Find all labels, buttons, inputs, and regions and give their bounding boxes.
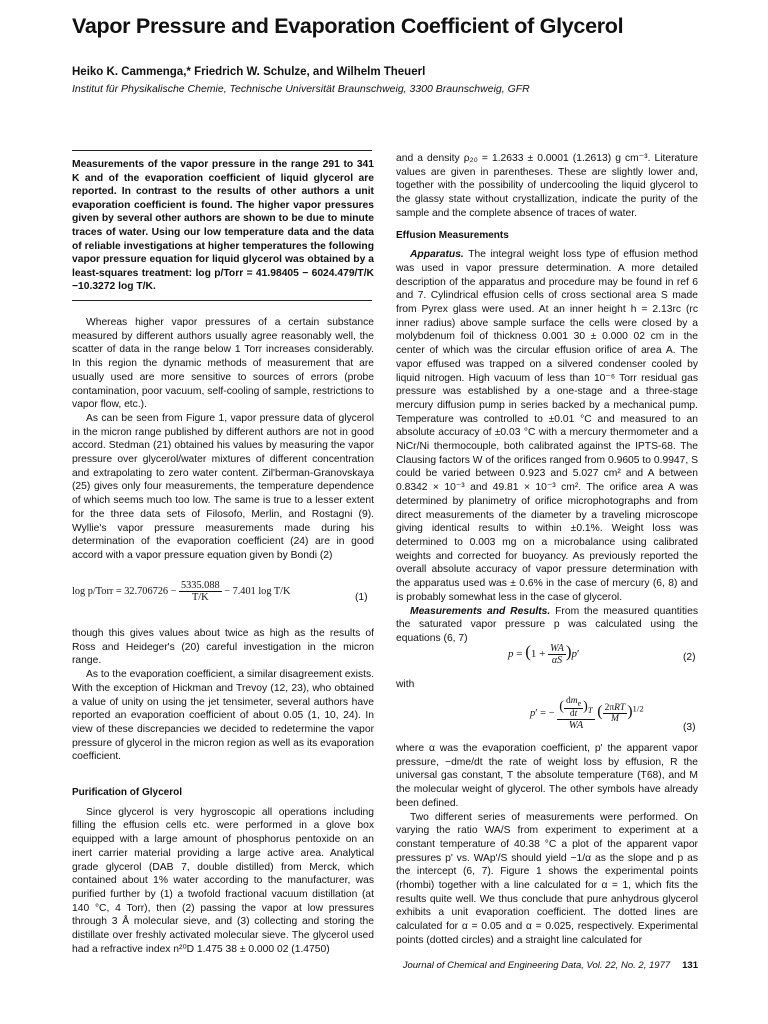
paragraph: Two different series of measurements were performed. On varying the ratio WA/S from experiment to experiment at a constant temperature of 40.38 °C a plot of the apparent vapor pressures p' vs. WAp'/S should yield −1/α as the slope and p as the intercept (6, 7). Figure 1 shows the experimental points (rhombi) together with a line calculated for α = 1, which fits the results quite well. We thus conclude that pure anhydrous glycerol exhibits a unit evaporation coefficient. The dotted lines are calculated for α = 0.05 and α = 0.025, respectively. Experimental points (dotted circles) and a straight line calculated for bbox=[396, 811, 698, 946]
equation-1-lhs: log p/Torr = 32.706726 − bbox=[72, 585, 177, 597]
paragraph: and a density ρ₂₀ = 1.2633 ± 0.0001 (1.2613) g cm⁻³. Literature values are given in parentheses. These are slightly lower and, together with the possibility of undercooling the liquid glycerol to the glassy state without crystallization, indicate the purity of the sample and the complete absence of traces of water. bbox=[396, 153, 698, 219]
abstract-top-rule bbox=[72, 150, 372, 151]
left-column-lower bbox=[72, 627, 374, 956]
equation-3: p′ = − ( $\frac{dm_e}{dt}$ )$_T$ WA ( $\frac{\text{2πRT}}{M}$ )$^{1/2}$ bbox=[530, 696, 644, 731]
equation-2-number: (2) bbox=[683, 652, 696, 663]
paragraph: where α was the evaporation coefficient, p' the apparent vapor pressure, −dme/dt the rate of weight loss by effusion, R the universal gas constant, T the absolute temperature (T68), and M the molecular weight of glycerol. The other symbols have already been defined. bbox=[396, 743, 698, 809]
equation-1-number: (1) bbox=[355, 592, 368, 603]
left-column-upper bbox=[72, 316, 374, 563]
author-list: Heiko K. Cammenga,* Friedrich W. Schulze, and Wilhelm Theuerl bbox=[72, 66, 426, 78]
equation-1 bbox=[72, 580, 332, 603]
equation-1-numerator: 5335.088 bbox=[181, 580, 220, 591]
equation-2: p = (1 + $\frac{WA}{\alpha S}$ )p′ bbox=[508, 642, 580, 666]
paragraph-text: From the measured quantities the saturated vapor pressure p was calculated using the equations (6, 7) bbox=[396, 605, 698, 644]
paragraph: As can be seen from Figure 1, vapor pressure data of glycerol in the micron range published by different authors are not in good accord. Stedman (21) obtained his values by measuring the vapor pressure over glycerol/water mixtures of different concentration and extrapolating to zero water content. Zil'berman-Granovskaya (25) gives only four measurements, the temperature dependence of which seems much too low. The same is true to a lesser extent for the three data sets of Filosofo, Merlin, and Rostagni (9). Wyllie's vapor pressure measurements made during his determination of the evaporation coefficient (24) are in good accord with a vapor pressure equation given by Bondi (2) bbox=[72, 412, 374, 561]
paragraph: though this gives values about twice as high as the results of Ross and Heideger's (20) careful investigation in the micron range. bbox=[72, 628, 374, 667]
paper-title: Vapor Pressure and Evaporation Coefficient of Glycerol bbox=[72, 14, 624, 38]
paragraph-text: The integral weight loss type of effusion method was used in vapor pressure determination. A more detailed description of the apparatus and procedure may be found in ref 6 and 7. Cylindrical effusion cells of cross sectional area S made from Pyrex glass were used. At an inner height h = 2.13rc (rc inner radius) above sample surface the cells were closed by a molybdenum foil of thickness 0.001 30 ± 0.000 02 cm in the center of which was the circular effusion orifice of area A. The vapor effused was trapped on a silvered condenser cooled by liquid nitrogen. High vacuum of less than 10⁻⁶ Torr residual gas pressure was established by a one-stage and a three-stage mercury diffusion pump in series backed by a mechanical pump. Temperature was controlled to ±0.01 °C and measured to an absolute accuracy of ±0.03 °C with a mercury thermometer and a NiCr/Ni thermocouple, both calibrated against the IPTS-68. The Clausing factors W of the orifices ranged from 0.9605 to 0.9947, S could be varied between 0.923 and 5.027 cm² and A between 0.8342 × 10⁻³ and 49.81 × 10⁻³ cm². The orifice area A was determined by planimetry of orifice microphotographs and from direct measurements of the diameter by a traveling microscope giving identical results to within ±0.1%. Weight loss was determined to 0.003 mg on a microbalance using calibrated weights and corrected for buoyancy. As previously reported the overall absolute accuracy of vapor pressure determination with the apparatus used was ± 0.6% in the case of mercury (6, 8) and is probably somewhat less in the case of glycerol. bbox=[396, 249, 698, 603]
with-label: with bbox=[396, 679, 415, 690]
right-column-lower bbox=[396, 742, 698, 948]
abstract-text: Measurements of the vapor pressure in the range 291 to 341 K and of the evaporation coefficient of liquid glycerol are reported. In contrast to the results of other authors a unit evaporation coefficient is found. The higher vapor pressures given by several other authors are shown to be due to minute traces of water. Using our low temperature data and the data of reliable investigations at higher temperatures the following vapor pressure equation for liquid glycerol was obtained by a least-squares treatment: log p/Torr = 41.98405 − 6024.479/T/K −10.3272 log T/K. bbox=[72, 159, 374, 293]
journal-footer bbox=[396, 960, 698, 971]
paragraph bbox=[396, 605, 698, 646]
abstract bbox=[72, 158, 374, 294]
paragraph: As to the evaporation coefficient, a similar disagreement exists. With the exception of Hickman and Trevoy (12, 23), who obtained a value of unity on using the jet tensimeter, several authors have reported an evaporation coefficient of about 0.05 (1, 10, 24). In view of these discrepancies we decided to redetermine the vapor pressure of glycerol in the micron region as well as its evaporation coefficient. bbox=[72, 669, 374, 763]
section-heading: Effusion Measurements bbox=[396, 229, 509, 241]
journal-citation: Journal of Chemical and Engineering Data, Vol. 22, No. 2, 1977 bbox=[402, 960, 671, 971]
paragraph: Whereas higher vapor pressures of a certain substance measured by different authors usually agree reasonably well, the scatter of data in the range below 1 Torr increases considerably. In this region the dynamic methods of measurement that are usually used are more sensitive to sources of errors (probe contamination, poor vacuum, self-cooling of sample, restrictions to vapor flow, etc.). bbox=[72, 317, 374, 411]
equation-3-number: (3) bbox=[683, 722, 696, 733]
right-column-upper bbox=[396, 152, 698, 646]
paragraph bbox=[396, 248, 698, 604]
equation-1-denominator: T/K bbox=[192, 592, 209, 603]
abstract-bottom-rule bbox=[72, 300, 372, 301]
run-in-heading: Apparatus. bbox=[410, 249, 464, 261]
paragraph: Since glycerol is very hygroscopic all operations including filling the effusion cells etc. were performed in a glove box equipped with a large amount of phosphorus pentoxide on an inert carrier material providing a large active area. Analytical grade glycerol (DAB 7, double distilled) from Merck, which contained about 1% water according to the manufacturer, was purified further by (1) a twofold fractional vacuum distillation (at 140 °C, 4 Torr), then (2) passing the vapor at low pressures through 3 Å molecular sieve, and (3) collecting and storing the distillate over freshly activated molecular sieve. The glycerol used had a refractive index n²⁰D 1.475 38 ± 0.000 02 (1.4750) bbox=[72, 806, 374, 955]
run-in-heading: Measurements and Results. bbox=[410, 605, 551, 617]
page-number: 131 bbox=[682, 960, 698, 971]
equation-1-fraction bbox=[179, 580, 222, 603]
section-heading: Purification of Glycerol bbox=[72, 787, 183, 799]
equation-1-rhs: − 7.401 log T/K bbox=[224, 585, 291, 597]
affiliation: Institut für Physikalische Chemie, Technische Universität Braunschweig, 3300 Braunschweig, GFR bbox=[72, 83, 530, 95]
